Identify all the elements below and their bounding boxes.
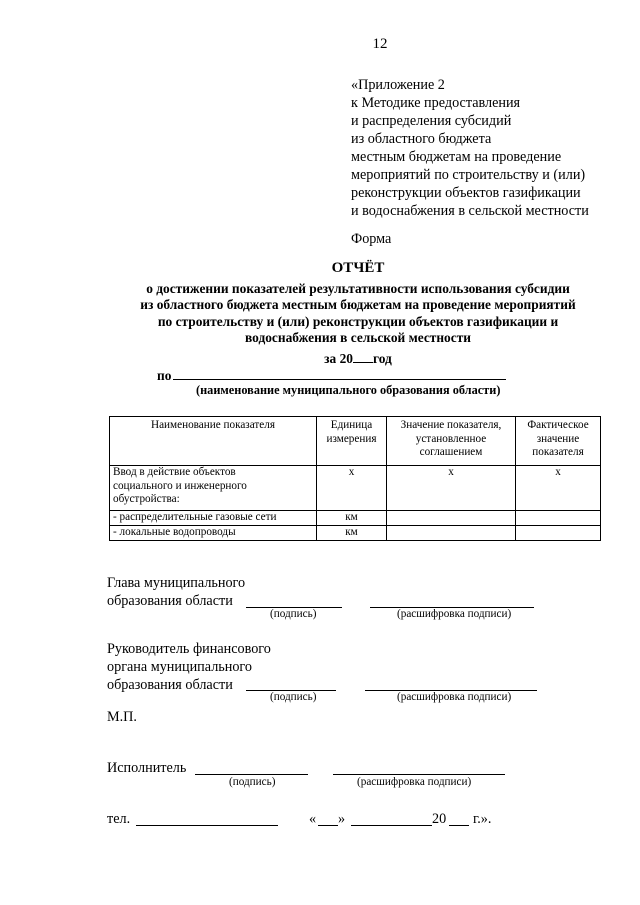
signature-label-line: образования области (107, 677, 233, 693)
cell-text: социального и инженерного (113, 479, 247, 492)
head-signature-label (107, 574, 245, 610)
executor-sign-line[interactable] (195, 774, 308, 775)
subtitle-line: из областного бюджета местным бюджетам на проведение мероприятий (140, 297, 576, 313)
plan-value-cell[interactable] (387, 511, 516, 526)
signature-label-line: органа муниципального (107, 659, 252, 675)
municipality-blank[interactable] (173, 367, 506, 380)
signature-label-line: образования области (107, 593, 233, 609)
header-text: показателя (532, 446, 584, 458)
appendix-line: реконструкции объектов газификации (351, 185, 581, 201)
unit-cell: х (317, 466, 387, 511)
plan-value-cell[interactable] (387, 526, 516, 541)
table-row (110, 511, 601, 526)
date-month-line[interactable] (351, 825, 432, 826)
report-subtitle (0, 281, 640, 346)
header-text: соглашением (419, 446, 483, 458)
finance-sign-hint: (подпись) (270, 691, 317, 703)
date-year-line[interactable] (449, 825, 469, 826)
indicator-name-cell (110, 526, 317, 541)
date-open-quote: « (309, 811, 317, 827)
table-row (110, 526, 601, 541)
header-cell (110, 417, 317, 466)
cell-text: - распределительные газовые сети (113, 511, 277, 523)
fact-value-cell[interactable] (516, 511, 601, 526)
subtitle-line: по строительству и (или) реконструкции объектов газификации и (157, 313, 559, 329)
date-close-quote: » (338, 811, 346, 827)
report-year-line (0, 350, 640, 367)
subtitle-line: водоснабжения в сельской местности (245, 329, 471, 345)
cell-text: обустройства: (113, 493, 180, 505)
finance-decode-hint: (расшифровка подписи) (397, 691, 512, 703)
cell-text: - локальные водопроводы (113, 526, 236, 538)
header-text: значение (536, 432, 580, 445)
header-text: Значение показателя, (400, 419, 502, 431)
indicator-name-cell (110, 511, 317, 526)
header-cell (317, 417, 387, 466)
date-year-suffix: г.». (473, 811, 492, 827)
fact-value-cell[interactable] (516, 526, 601, 541)
plan-value-cell: х (387, 466, 516, 511)
year-prefix: за 20 (324, 351, 353, 366)
indicators-table (109, 416, 601, 541)
page-number: 12 (372, 36, 388, 52)
appendix-line: «Приложение 2 (351, 77, 445, 93)
report-title: ОТЧЁТ (331, 260, 385, 276)
header-text: Фактическое (527, 419, 589, 431)
fact-value-cell: х (516, 466, 601, 511)
header-text: установленное (415, 432, 487, 445)
phone-line[interactable] (136, 825, 278, 826)
po-label: по (157, 368, 172, 383)
date-year-prefix: 20 (432, 811, 447, 827)
executor-label: Исполнитель (107, 760, 187, 776)
municipality-hint: (наименование муниципального образования области) (196, 383, 501, 397)
appendix-line: из областного бюджета (351, 131, 492, 147)
finance-signature-label (107, 640, 271, 694)
appendix-line: к Методике предоставления (351, 95, 521, 111)
executor-decode-line[interactable] (333, 774, 505, 775)
appendix-line: и водоснабжения в сельской местности (351, 203, 589, 219)
year-suffix: год (372, 351, 392, 366)
phone-label: тел. (107, 811, 131, 827)
date-day-line[interactable] (318, 825, 338, 826)
appendix-line: мероприятий по строительству и (или) (351, 167, 586, 183)
year-blank[interactable] (353, 350, 373, 363)
header-text: измерения (326, 432, 377, 445)
cell-text: Ввод в действие объектов (113, 466, 236, 478)
table-row (110, 466, 601, 511)
appendix-line: и распределения субсидий (351, 113, 512, 129)
header-cell (516, 417, 601, 466)
appendix-line: местным бюджетам на проведение (351, 149, 562, 165)
head-decode-hint: (расшифровка подписи) (397, 608, 512, 620)
stamp-label: М.П. (107, 709, 137, 725)
municipality-line (157, 367, 506, 384)
header-text: Единица (330, 419, 373, 431)
header-cell (387, 417, 516, 466)
unit-cell: км (317, 511, 387, 526)
indicator-name-cell (110, 466, 317, 511)
executor-sign-hint: (подпись) (229, 776, 276, 788)
executor-decode-hint: (расшифровка подписи) (357, 776, 472, 788)
head-sign-hint: (подпись) (270, 608, 317, 620)
signature-label-line: Глава муниципального (107, 575, 246, 591)
form-label: Форма (351, 231, 392, 247)
header-text: Наименование показателя (151, 419, 275, 431)
appendix-note (351, 76, 589, 220)
subtitle-line: о достижении показателей результативности использования субсидии (146, 281, 570, 296)
unit-cell: км (317, 526, 387, 541)
table-header-row (110, 417, 601, 466)
signature-label-line: Руководитель финансового (107, 641, 271, 657)
